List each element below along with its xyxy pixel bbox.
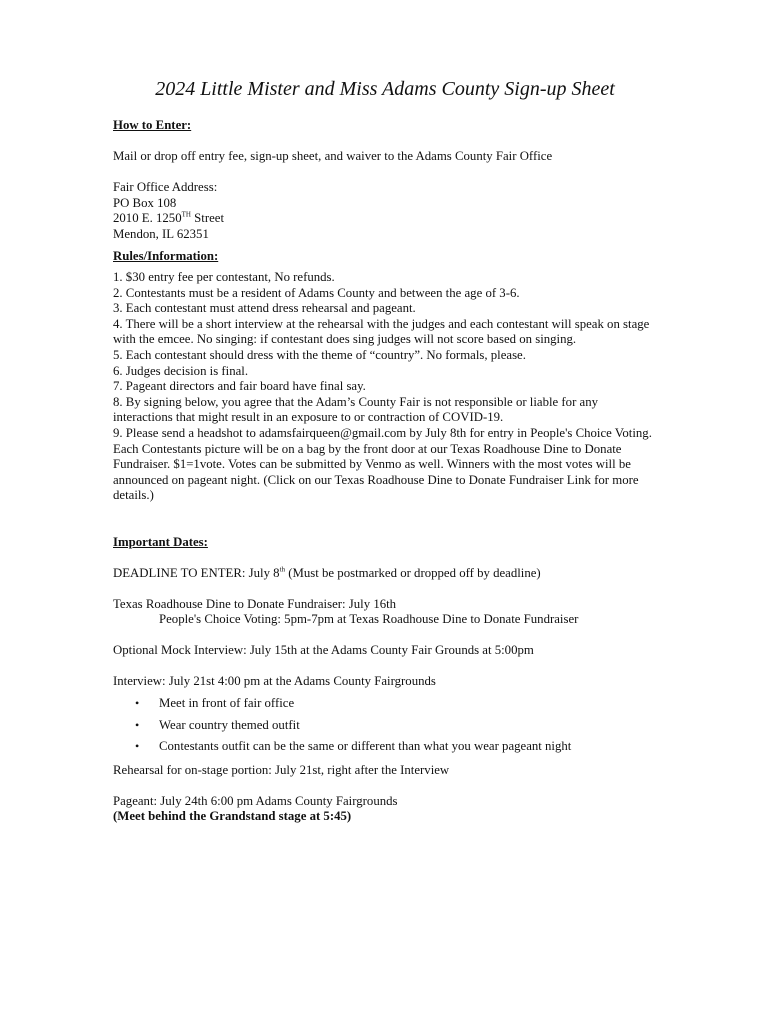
interview-date: Interview: July 21st 4:00 pm at the Adams County Fairgrounds	[113, 674, 436, 688]
rehearsal-date: Rehearsal for on-stage portion: July 21st, right after the Interview	[113, 763, 450, 777]
rule-item: 8. By signing below, you agree that the Adam’s County Fair is not responsible or liable for any interactions that might result in an exposure to or contraction of COVID-19.	[113, 394, 599, 425]
bullet-icon: •	[135, 739, 140, 753]
entry-instruction: Mail or drop off entry fee, sign-up sheet, and waiver to the Adams County Fair Office	[113, 149, 553, 163]
list-item: • Meet in front of fair office	[135, 696, 295, 710]
peoples-choice-voting: People's Choice Voting: 5pm-7pm at Texas Roadhouse Dine to Donate Fundraiser	[159, 612, 579, 626]
address-street: 2010 E. 1250TH Street	[113, 210, 225, 226]
deadline-to-enter: DEADLINE TO ENTER: July 8th (Must be postmarked or dropped off by deadline)	[113, 565, 541, 580]
important-dates-heading: Important Dates:	[113, 535, 208, 549]
address-po-box: PO Box 108	[113, 195, 177, 210]
rule-item: 2. Contestants must be a resident of Adams County and between the age of 3-6.	[113, 285, 520, 300]
list-item: • Wear country themed outfit	[135, 717, 300, 732]
rule-item: 5. Each contestant should dress with the theme of “country”. No formals, please.	[113, 347, 526, 362]
rule-item: 1. $30 entry fee per contestant, No refunds.	[113, 270, 335, 284]
rule-item: 3. Each contestant must attend dress rehearsal and pageant.	[113, 301, 416, 316]
interview-bullet-list	[135, 696, 655, 761]
address-city-state-zip: Mendon, IL 62351	[113, 226, 209, 241]
fundraiser-date: Texas Roadhouse Dine to Donate Fundraiser: July 16th	[113, 597, 397, 611]
rule-item: 4. There will be a short interview at the rehearsal with the judges and each contestant will speak on stage with the emcee. No singing: if contestant does sing judges will not score based on singing.	[113, 316, 650, 347]
rule-item: 7. Pageant directors and fair board have final say.	[113, 379, 366, 394]
pageant-note: (Meet behind the Grandstand stage at 5:45)	[113, 809, 352, 823]
bullet-icon: •	[135, 696, 140, 710]
how-to-enter-heading: How to Enter:	[113, 118, 192, 132]
rule-item: 6. Judges decision is final.	[113, 363, 249, 378]
rule-item: 9. Please send a headshot to adamsfairqueen@gmail.com by July 8th for entry in People's Choice Voting. Each Contestants picture will be on a bag by the front door at our Texas Roadhouse Dine to Donate Fundraiser. $1=1vote. Votes can be submitted by Venmo as well. Winners with the most votes will be announced on pageant night. (Click on our Texas Roadhouse Dine to Donate Fundraiser Link for more details.)	[113, 425, 652, 503]
rules-list	[113, 270, 658, 504]
fair-office-address	[113, 180, 658, 242]
mock-interview-date: Optional Mock Interview: July 15th at the Adams County Fair Grounds at 5:00pm	[113, 643, 534, 657]
rules-heading: Rules/Information:	[113, 249, 219, 263]
pageant-date: Pageant: July 24th 6:00 pm Adams County Fairgrounds	[113, 794, 398, 808]
list-item: • Contestants outfit can be the same or different than what you wear pageant night	[135, 739, 572, 753]
bullet-icon: •	[135, 717, 140, 732]
document-title: 2024 Little Mister and Miss Adams County Sign-up Sheet	[155, 78, 615, 100]
address-label: Fair Office Address:	[113, 180, 218, 194]
